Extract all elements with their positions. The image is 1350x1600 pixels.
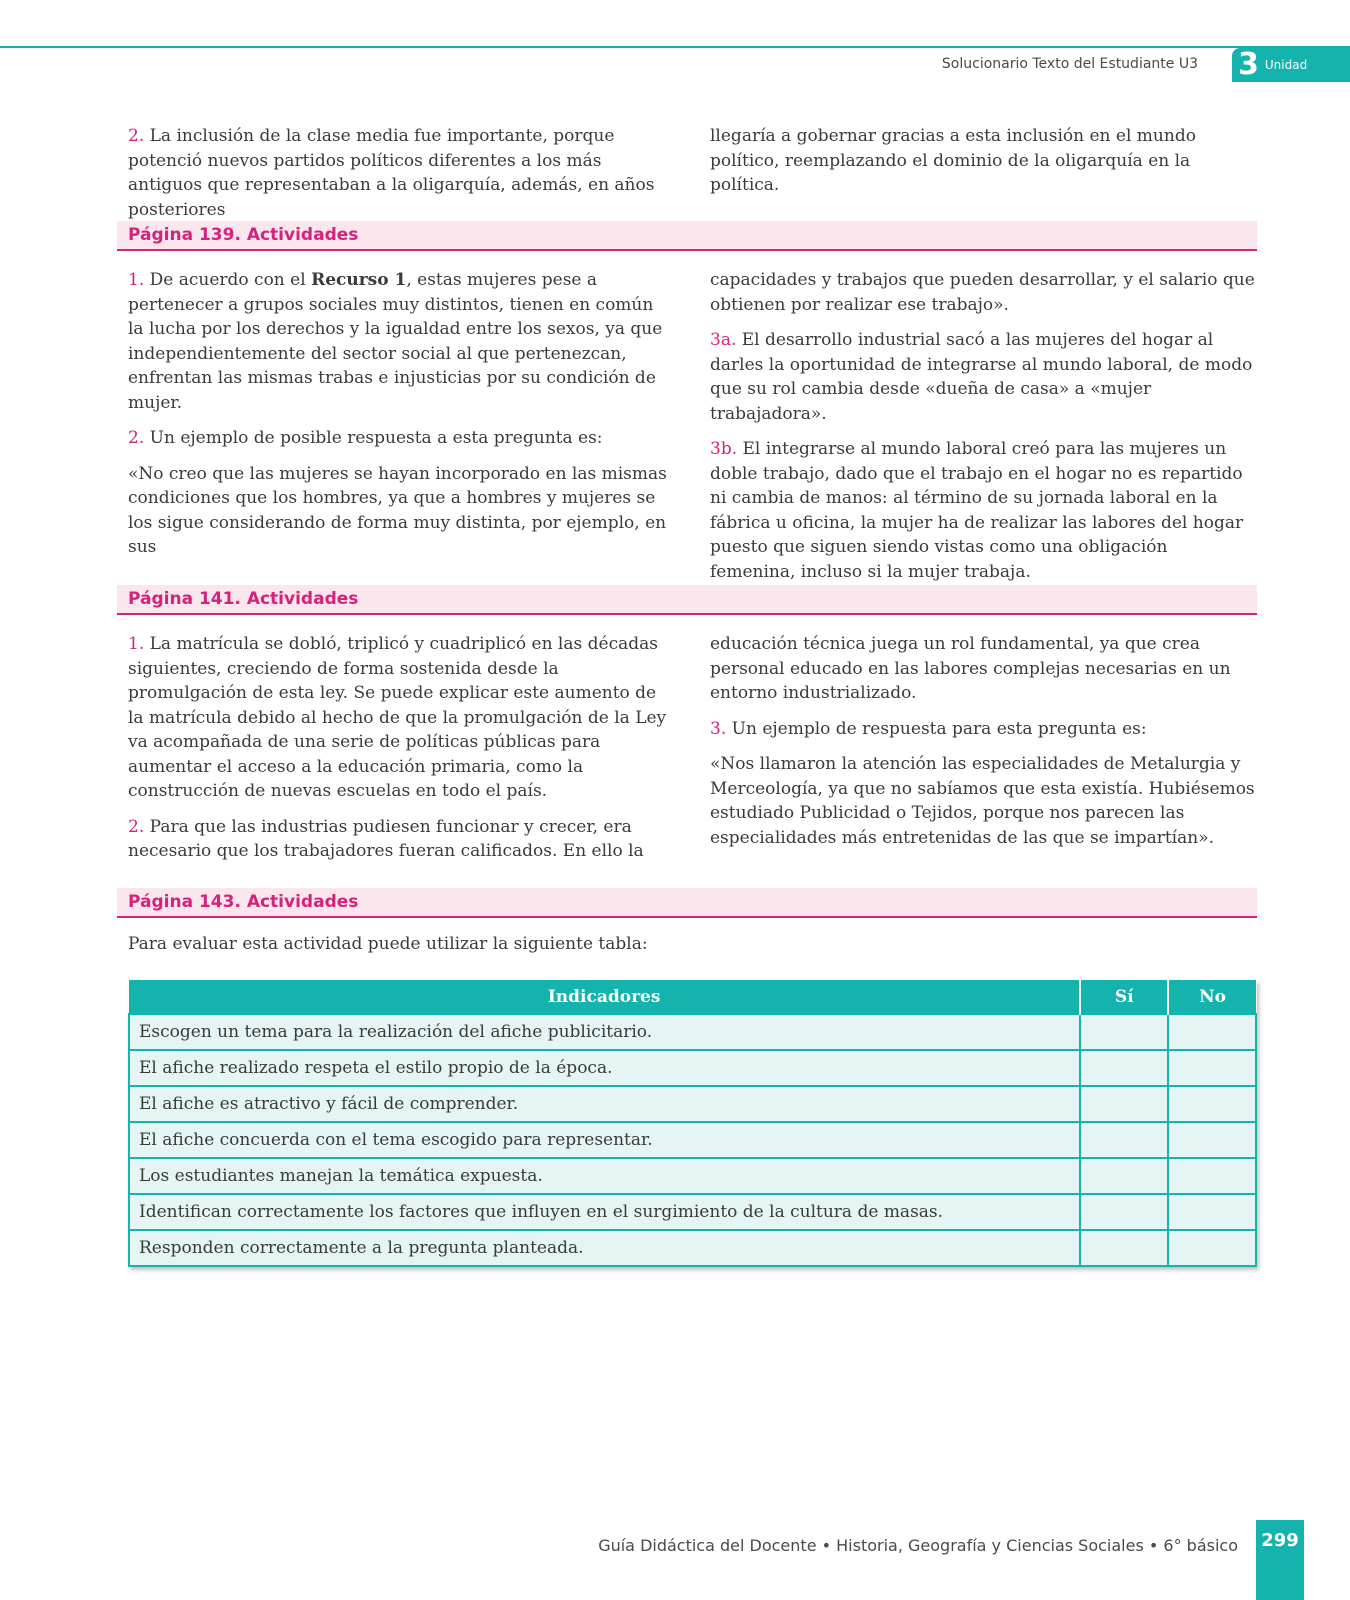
resource-reference: Recurso 1 [311, 270, 407, 290]
answer-3b-paragraph [710, 437, 1258, 584]
si-cell [1080, 1122, 1168, 1158]
answer-text: La inclusión de la clase media fue importante, porque potenció nuevos partidos políticos diferentes a los más antiguos que representaban a la oligarquía, además, en años posteriores [128, 126, 655, 220]
header-rule [0, 46, 1350, 48]
no-cell [1168, 1014, 1256, 1050]
column-header-indicadores: Indicadores [129, 980, 1080, 1014]
top-right-column [710, 124, 1258, 209]
answer-text: El desarrollo industrial sacó a las mujeres del hogar al darles la oportunidad de integrarse al mundo laboral, de modo que su rol cambia desde «dueña de casa» a «mujer trabajadora». [710, 330, 1253, 424]
indicators-table [128, 980, 1257, 1267]
table-row [129, 1086, 1256, 1122]
s139-left-column [128, 268, 674, 571]
no-cell [1168, 1230, 1256, 1266]
table-row [129, 1194, 1256, 1230]
no-cell [1168, 1086, 1256, 1122]
answer-3-paragraph [710, 717, 1258, 742]
answer-number: 2. [128, 126, 145, 146]
answer-text: El integrarse al mundo laboral creó para las mujeres un doble trabajo, dado que el trabajo en el hogar no es repartido ni cambia de manos: al término de su jornada laboral en la fábrica u oficina, la mujer ha de realizar las labores del hogar puesto que siguen siendo vistas como una obligación femenina, incluso si la mujer trabaja. [710, 439, 1244, 582]
indicator-cell: Los estudiantes manejan la temática expuesta. [129, 1158, 1080, 1194]
answer-3-quote: «Nos llamaron la atención las especialidades de Metalurgia y Merceología, ya que no sabíamos que esta existía. Hubiésemos estudiado Publicidad o Tejidos, porque nos parecen las especialidades más entretenidas de las que se impartían». [710, 754, 1255, 848]
answer-2-paragraph [128, 124, 674, 222]
s139-right-column [710, 268, 1258, 595]
indicator-cell: Responden correctamente a la pregunta planteada. [129, 1230, 1080, 1266]
no-cell [1168, 1194, 1256, 1230]
no-cell [1168, 1158, 1256, 1194]
top-left-column [128, 124, 674, 233]
si-cell [1080, 1158, 1168, 1194]
si-cell [1080, 1230, 1168, 1266]
indicator-cell: El afiche concuerda con el tema escogido para representar. [129, 1122, 1080, 1158]
answer-2-paragraph [128, 815, 674, 864]
no-cell [1168, 1122, 1256, 1158]
answer-3a-paragraph [710, 328, 1258, 426]
table-row [129, 1050, 1256, 1086]
unit-label: Unidad [1264, 58, 1308, 72]
answer-text: , estas mujeres pese a pertenecer a grupos sociales muy distintos, tienen en común la lucha por los derechos y la igualdad entre los sexos, ya que independientemente del sector social al que pertenezcan, enfrentan las mismas trabas e injusticias por su condición de mujer. [128, 270, 663, 413]
answer-number: 2. [128, 816, 145, 837]
section-title: Página 141. Actividades [128, 589, 359, 609]
answer-1-paragraph [128, 268, 674, 415]
page-number: 299 [1256, 1520, 1304, 1600]
indicator-cell: Escogen un tema para la realización del afiche publicitario. [129, 1014, 1080, 1050]
table-row [129, 1122, 1256, 1158]
table-intro: Para evaluar esta actividad puede utilizar la siguiente tabla: [128, 934, 648, 954]
answer-1-paragraph [128, 632, 674, 804]
answer-text: La matrícula se dobló, triplicó y cuadriplicó en las décadas siguientes, creciendo de forma sostenida desde la promulgación de esta ley. Se puede explicar este aumento de la matrícula debido al hecho de que la promulgación de la Ley va acompañada de una serie de políticas públicas para aumentar el acceso a la educación primaria, como la construcción de nuevas escuelas en todo el país. [128, 634, 667, 801]
answer-number: 3a. [710, 330, 737, 350]
section-header-139 [117, 221, 1257, 251]
si-cell [1080, 1086, 1168, 1122]
answer-2-quote: «No creo que las mujeres se hayan incorporado en las mismas condiciones que los hombres, ya que a hombres y mujeres se los sigue considerando de forma muy distinta, por ejemplo, en sus [128, 463, 667, 557]
column-header-si: Sí [1080, 980, 1168, 1014]
answer-2-continuation: educación técnica juega un rol fundamental, ya que crea personal educado en las labores complejas necesarias en un entorno industrializado. [710, 634, 1231, 703]
answer-number: 1. [128, 634, 145, 654]
answer-number: 2. [128, 428, 145, 448]
answer-number: 1. [128, 270, 145, 290]
answer-number: 3b. [710, 439, 738, 459]
indicator-cell: El afiche realizado respeta el estilo propio de la época. [129, 1050, 1080, 1086]
no-cell [1168, 1050, 1256, 1086]
answer-text: Un ejemplo de respuesta para esta pregunta es: [731, 718, 1147, 739]
s141-right-column [710, 632, 1258, 861]
answer-text: Un ejemplo de posible respuesta a esta pregunta es: [149, 428, 603, 448]
column-header-no: No [1168, 980, 1256, 1014]
indicator-cell: Identifican correctamente los factores que influyen en el surgimiento de la cultura de masas. [129, 1194, 1080, 1230]
si-cell [1080, 1194, 1168, 1230]
s141-left-column [128, 632, 674, 875]
section-header-141 [117, 585, 1257, 615]
answer-number: 3. [710, 718, 727, 739]
table-header-row [129, 980, 1256, 1014]
section-header-143 [117, 888, 1257, 918]
answer-text: De acuerdo con el [149, 270, 306, 290]
si-cell [1080, 1050, 1168, 1086]
answer-text: Para que las industrias pudiesen funcionar y crecer, era necesario que los trabajadores fueran calificados. En ello la [128, 816, 644, 861]
unit-tab [1232, 48, 1350, 82]
table-row [129, 1230, 1256, 1266]
answer-2-paragraph [128, 426, 674, 451]
header-title: Solucionario Texto del Estudiante U3 [941, 56, 1198, 72]
section-title: Página 143. Actividades [128, 892, 359, 912]
indicator-cell: El afiche es atractivo y fácil de comprender. [129, 1086, 1080, 1122]
quote-continuation: capacidades y trabajos que pueden desarrollar, y el salario que obtienen por realizar ese trabajo». [710, 270, 1255, 315]
table-row [129, 1014, 1256, 1050]
table-row [129, 1158, 1256, 1194]
unit-number: 3 [1238, 47, 1259, 82]
section-title: Página 139. Actividades [128, 225, 359, 245]
footer-text: Guía Didáctica del Docente • Historia, Geografía y Ciencias Sociales • 6° básico [598, 1536, 1238, 1555]
answer-2-continuation: llegaría a gobernar gracias a esta inclusión en el mundo político, reemplazando el dominio de la oligarquía en la política. [710, 126, 1196, 195]
si-cell [1080, 1014, 1168, 1050]
